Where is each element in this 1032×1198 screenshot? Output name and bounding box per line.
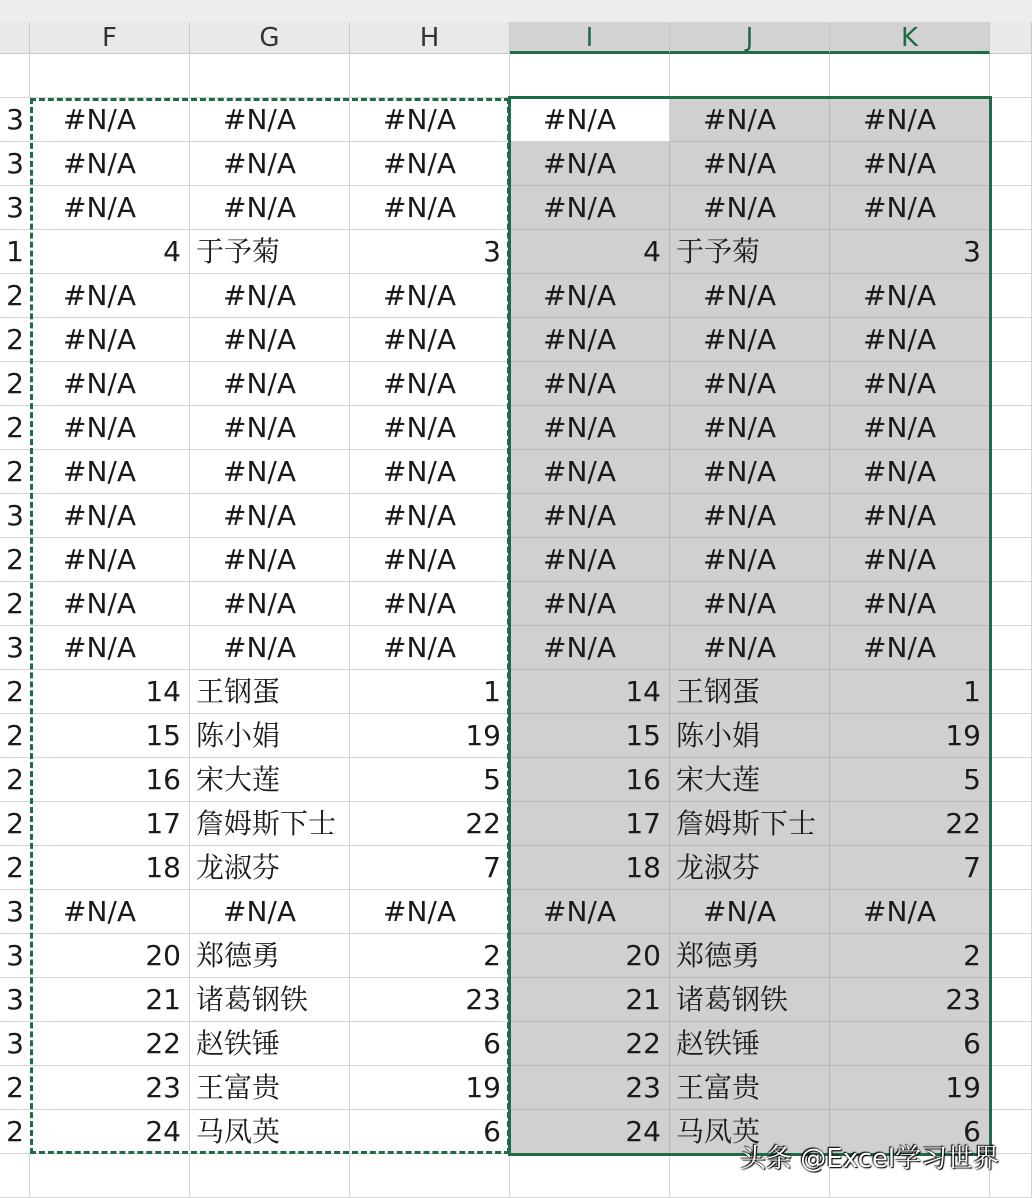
cell-I[interactable]: 21 bbox=[510, 978, 670, 1022]
cell-E[interactable]: 3 bbox=[0, 494, 30, 538]
column-header-I[interactable]: I bbox=[510, 22, 670, 54]
cell-F[interactable]: 15 bbox=[30, 714, 190, 758]
cell-I[interactable]: #N/A bbox=[510, 538, 670, 582]
cell-L[interactable] bbox=[990, 362, 1032, 406]
cell-K[interactable]: 1 bbox=[830, 670, 990, 714]
cell-G[interactable]: 陈小娟 bbox=[190, 714, 350, 758]
cell-F[interactable]: 22 bbox=[30, 1022, 190, 1066]
cell-F[interactable]: #N/A bbox=[30, 406, 190, 450]
cell-J[interactable]: #N/A bbox=[670, 626, 830, 670]
cell-G[interactable]: 宋大莲 bbox=[190, 758, 350, 802]
cell-K[interactable]: 7 bbox=[830, 846, 990, 890]
cell-empty[interactable] bbox=[0, 54, 30, 98]
cell-L[interactable] bbox=[990, 802, 1032, 846]
cell-K[interactable]: #N/A bbox=[830, 890, 990, 934]
cell-K[interactable]: 19 bbox=[830, 714, 990, 758]
cell-empty[interactable] bbox=[510, 1154, 670, 1198]
cell-F[interactable]: #N/A bbox=[30, 142, 190, 186]
cell-I[interactable]: #N/A bbox=[510, 890, 670, 934]
cell-G[interactable]: #N/A bbox=[190, 318, 350, 362]
cell-H[interactable]: #N/A bbox=[350, 494, 510, 538]
table-row bbox=[0, 318, 1032, 362]
cell-J[interactable]: #N/A bbox=[670, 406, 830, 450]
table-row bbox=[0, 1022, 1032, 1066]
cell-F[interactable]: 20 bbox=[30, 934, 190, 978]
cell-L[interactable] bbox=[990, 714, 1032, 758]
cell-empty[interactable] bbox=[0, 1154, 30, 1198]
cell-J[interactable]: #N/A bbox=[670, 538, 830, 582]
cell-F[interactable]: 23 bbox=[30, 1066, 190, 1110]
cell-J[interactable]: #N/A bbox=[670, 362, 830, 406]
cell-H[interactable]: 7 bbox=[350, 846, 510, 890]
cell-H[interactable]: 22 bbox=[350, 802, 510, 846]
cell-H[interactable]: #N/A bbox=[350, 538, 510, 582]
cell-K[interactable]: #N/A bbox=[830, 538, 990, 582]
cell-F[interactable]: 24 bbox=[30, 1110, 190, 1154]
table-row bbox=[0, 98, 1032, 142]
table-row bbox=[0, 494, 1032, 538]
cell-K[interactable]: 22 bbox=[830, 802, 990, 846]
cell-G[interactable]: 詹姆斯下士 bbox=[190, 802, 350, 846]
cell-G[interactable]: 赵铁锤 bbox=[190, 1022, 350, 1066]
toolbar-strip bbox=[0, 0, 1032, 22]
cell-L[interactable] bbox=[990, 98, 1032, 142]
cell-K[interactable]: #N/A bbox=[830, 582, 990, 626]
cell-J[interactable]: #N/A bbox=[670, 318, 830, 362]
cell-J[interactable]: 马凤英 bbox=[670, 1110, 830, 1154]
cell-L[interactable] bbox=[990, 186, 1032, 230]
cell-K[interactable]: #N/A bbox=[830, 142, 990, 186]
cell-L[interactable] bbox=[990, 626, 1032, 670]
cell-J[interactable]: #N/A bbox=[670, 890, 830, 934]
cell-F[interactable]: 17 bbox=[30, 802, 190, 846]
cell-L[interactable] bbox=[990, 494, 1032, 538]
cell-K[interactable]: 6 bbox=[830, 1022, 990, 1066]
cell-G[interactable]: #N/A bbox=[190, 142, 350, 186]
cell-H[interactable]: #N/A bbox=[350, 582, 510, 626]
cell-empty[interactable] bbox=[350, 54, 510, 98]
table-row bbox=[0, 1066, 1032, 1110]
cell-G[interactable]: 王富贵 bbox=[190, 1066, 350, 1110]
cell-F[interactable]: 21 bbox=[30, 978, 190, 1022]
cell-L[interactable] bbox=[990, 846, 1032, 890]
cell-J[interactable]: 詹姆斯下士 bbox=[670, 802, 830, 846]
table-row bbox=[0, 714, 1032, 758]
cell-K[interactable]: 3 bbox=[830, 230, 990, 274]
cell-L[interactable] bbox=[990, 1066, 1032, 1110]
table-row bbox=[0, 230, 1032, 274]
cell-I[interactable]: #N/A bbox=[510, 362, 670, 406]
cell-E[interactable]: 2 bbox=[0, 758, 30, 802]
cell-I[interactable]: #N/A bbox=[510, 406, 670, 450]
cell-E[interactable]: 2 bbox=[0, 846, 30, 890]
cell-L[interactable] bbox=[990, 758, 1032, 802]
cell-G[interactable]: #N/A bbox=[190, 538, 350, 582]
cell-F[interactable]: #N/A bbox=[30, 362, 190, 406]
cell-L[interactable] bbox=[990, 670, 1032, 714]
cell-J[interactable]: 赵铁锤 bbox=[670, 1022, 830, 1066]
cell-E[interactable]: 2 bbox=[0, 1066, 30, 1110]
cell-I[interactable]: #N/A bbox=[510, 494, 670, 538]
column-header-K[interactable]: K bbox=[830, 22, 990, 54]
cell-H[interactable]: #N/A bbox=[350, 186, 510, 230]
cell-I[interactable]: #N/A bbox=[510, 450, 670, 494]
cell-L[interactable] bbox=[990, 230, 1032, 274]
cell-J[interactable]: 王富贵 bbox=[670, 1066, 830, 1110]
cell-E[interactable]: 3 bbox=[0, 98, 30, 142]
cell-L[interactable] bbox=[990, 890, 1032, 934]
cell-K[interactable]: 23 bbox=[830, 978, 990, 1022]
cell-I[interactable]: 23 bbox=[510, 1066, 670, 1110]
cell-H[interactable]: #N/A bbox=[350, 362, 510, 406]
table-row bbox=[0, 538, 1032, 582]
cell-G[interactable]: 王钢蛋 bbox=[190, 670, 350, 714]
cell-H[interactable]: #N/A bbox=[350, 98, 510, 142]
cell-K[interactable]: #N/A bbox=[830, 318, 990, 362]
table-row bbox=[0, 626, 1032, 670]
cell-J[interactable]: 陈小娟 bbox=[670, 714, 830, 758]
cell-F[interactable]: 16 bbox=[30, 758, 190, 802]
cell-F[interactable]: #N/A bbox=[30, 450, 190, 494]
cell-J[interactable]: 王钢蛋 bbox=[670, 670, 830, 714]
cell-E[interactable]: 2 bbox=[0, 538, 30, 582]
cell-I[interactable]: 22 bbox=[510, 1022, 670, 1066]
cell-K[interactable]: 6 bbox=[830, 1110, 990, 1154]
cell-J[interactable]: #N/A bbox=[670, 582, 830, 626]
watermark: 头条 @Excel学习世界 bbox=[740, 1144, 1000, 1174]
cell-J[interactable]: 郑德勇 bbox=[670, 934, 830, 978]
cell-I[interactable]: #N/A bbox=[510, 186, 670, 230]
column-header-L[interactable] bbox=[990, 22, 1032, 54]
cell-E[interactable]: 2 bbox=[0, 274, 30, 318]
cell-I[interactable]: 18 bbox=[510, 846, 670, 890]
cell-H[interactable]: 2 bbox=[350, 934, 510, 978]
cell-I[interactable]: #N/A bbox=[510, 142, 670, 186]
cell-I[interactable]: 24 bbox=[510, 1110, 670, 1154]
cell-G[interactable]: 郑德勇 bbox=[190, 934, 350, 978]
cell-E[interactable]: 1 bbox=[0, 230, 30, 274]
cell-G[interactable]: #N/A bbox=[190, 450, 350, 494]
cell-E[interactable]: 2 bbox=[0, 1110, 30, 1154]
cell-empty[interactable] bbox=[190, 54, 350, 98]
table-row bbox=[0, 582, 1032, 626]
cell-H[interactable]: 5 bbox=[350, 758, 510, 802]
cell-E[interactable]: 3 bbox=[0, 1022, 30, 1066]
cell-H[interactable]: 3 bbox=[350, 230, 510, 274]
cell-I[interactable]: #N/A bbox=[510, 582, 670, 626]
cell-empty[interactable] bbox=[510, 54, 670, 98]
cell-E[interactable]: 3 bbox=[0, 186, 30, 230]
cell-F[interactable]: #N/A bbox=[30, 98, 190, 142]
cell-I[interactable]: #N/A bbox=[510, 318, 670, 362]
cell-F[interactable]: #N/A bbox=[30, 890, 190, 934]
cell-J[interactable]: #N/A bbox=[670, 274, 830, 318]
cell-K[interactable]: #N/A bbox=[830, 450, 990, 494]
cell-G[interactable]: #N/A bbox=[190, 582, 350, 626]
table-row bbox=[0, 362, 1032, 406]
cell-F[interactable]: 18 bbox=[30, 846, 190, 890]
cell-F[interactable]: #N/A bbox=[30, 538, 190, 582]
cell-H[interactable]: 23 bbox=[350, 978, 510, 1022]
cell-empty[interactable] bbox=[670, 54, 830, 98]
cell-I[interactable]: 20 bbox=[510, 934, 670, 978]
cell-E[interactable]: 2 bbox=[0, 318, 30, 362]
cell-G[interactable]: 诸葛钢铁 bbox=[190, 978, 350, 1022]
column-header-H[interactable]: H bbox=[350, 22, 510, 54]
cell-G[interactable]: 马凤英 bbox=[190, 1110, 350, 1154]
cell-L[interactable] bbox=[990, 934, 1032, 978]
cell-K[interactable]: 5 bbox=[830, 758, 990, 802]
cell-empty[interactable] bbox=[190, 1154, 350, 1198]
cell-I[interactable]: 17 bbox=[510, 802, 670, 846]
table-row bbox=[0, 978, 1032, 1022]
cell-K[interactable]: #N/A bbox=[830, 362, 990, 406]
cell-F[interactable]: #N/A bbox=[30, 274, 190, 318]
table-row bbox=[0, 846, 1032, 890]
cell-H[interactable]: #N/A bbox=[350, 274, 510, 318]
cell-G[interactable]: #N/A bbox=[190, 626, 350, 670]
cell-K[interactable]: #N/A bbox=[830, 274, 990, 318]
cell-L[interactable] bbox=[990, 406, 1032, 450]
cell-I[interactable]: #N/A bbox=[510, 274, 670, 318]
cell-E[interactable]: 2 bbox=[0, 670, 30, 714]
table-row bbox=[0, 274, 1032, 318]
column-header-G[interactable]: G bbox=[190, 22, 350, 54]
cell-K[interactable]: #N/A bbox=[830, 406, 990, 450]
cell-empty[interactable] bbox=[830, 54, 990, 98]
cell-L[interactable] bbox=[990, 450, 1032, 494]
cell-H[interactable]: 6 bbox=[350, 1022, 510, 1066]
cell-F[interactable]: 4 bbox=[30, 230, 190, 274]
cell-E[interactable]: 2 bbox=[0, 802, 30, 846]
cell-L[interactable] bbox=[990, 142, 1032, 186]
cell-L[interactable] bbox=[990, 978, 1032, 1022]
cell-K[interactable]: 2 bbox=[830, 934, 990, 978]
cell-J[interactable]: 诸葛钢铁 bbox=[670, 978, 830, 1022]
cell-G[interactable]: #N/A bbox=[190, 890, 350, 934]
cell-H[interactable]: #N/A bbox=[350, 450, 510, 494]
table-row bbox=[0, 802, 1032, 846]
cell-E[interactable]: 3 bbox=[0, 934, 30, 978]
table-row bbox=[0, 450, 1032, 494]
cell-G[interactable]: #N/A bbox=[190, 98, 350, 142]
cell-I[interactable]: 16 bbox=[510, 758, 670, 802]
cell-H[interactable]: #N/A bbox=[350, 318, 510, 362]
cell-I[interactable]: 4 bbox=[510, 230, 670, 274]
table-row bbox=[0, 934, 1032, 978]
cell-H[interactable]: #N/A bbox=[350, 142, 510, 186]
cell-J[interactable]: 龙淑芬 bbox=[670, 846, 830, 890]
cell-J[interactable]: 于予菊 bbox=[670, 230, 830, 274]
table-row bbox=[0, 142, 1032, 186]
cell-I[interactable]: 14 bbox=[510, 670, 670, 714]
cell-H[interactable]: #N/A bbox=[350, 626, 510, 670]
cell-J[interactable]: #N/A bbox=[670, 186, 830, 230]
cell-H[interactable]: 6 bbox=[350, 1110, 510, 1154]
cell-K[interactable]: 19 bbox=[830, 1066, 990, 1110]
cell-E[interactable]: 3 bbox=[0, 890, 30, 934]
cell-F[interactable]: #N/A bbox=[30, 494, 190, 538]
cell-I[interactable]: #N/A bbox=[510, 98, 670, 142]
column-header-F[interactable]: F bbox=[30, 22, 190, 54]
cell-E[interactable]: 2 bbox=[0, 362, 30, 406]
cell-empty[interactable] bbox=[30, 54, 190, 98]
column-header-J[interactable]: J bbox=[670, 22, 830, 54]
cell-J[interactable]: #N/A bbox=[670, 98, 830, 142]
cell-H[interactable]: #N/A bbox=[350, 890, 510, 934]
cell-E[interactable]: 2 bbox=[0, 714, 30, 758]
cell-I[interactable]: 15 bbox=[510, 714, 670, 758]
table-row bbox=[0, 186, 1032, 230]
cell-empty[interactable] bbox=[990, 54, 1032, 98]
table-row bbox=[0, 758, 1032, 802]
cell-K[interactable]: #N/A bbox=[830, 494, 990, 538]
cell-G[interactable]: #N/A bbox=[190, 406, 350, 450]
cell-J[interactable]: #N/A bbox=[670, 450, 830, 494]
cell-J[interactable]: 宋大莲 bbox=[670, 758, 830, 802]
cell-E[interactable]: 3 bbox=[0, 142, 30, 186]
cell-J[interactable]: #N/A bbox=[670, 142, 830, 186]
cell-G[interactable]: 于予菊 bbox=[190, 230, 350, 274]
cell-G[interactable]: 龙淑芬 bbox=[190, 846, 350, 890]
cell-empty[interactable] bbox=[350, 1154, 510, 1198]
cell-H[interactable]: 19 bbox=[350, 714, 510, 758]
cell-F[interactable]: #N/A bbox=[30, 626, 190, 670]
cell-F[interactable]: 14 bbox=[30, 670, 190, 714]
select-all-corner[interactable] bbox=[0, 22, 30, 54]
cell-E[interactable]: 2 bbox=[0, 582, 30, 626]
cell-L[interactable] bbox=[990, 1022, 1032, 1066]
cell-E[interactable]: 3 bbox=[0, 978, 30, 1022]
cell-K[interactable]: #N/A bbox=[830, 626, 990, 670]
cell-F[interactable]: #N/A bbox=[30, 582, 190, 626]
cell-G[interactable]: #N/A bbox=[190, 274, 350, 318]
cell-J[interactable]: #N/A bbox=[670, 494, 830, 538]
cell-H[interactable]: 19 bbox=[350, 1066, 510, 1110]
cell-G[interactable]: #N/A bbox=[190, 186, 350, 230]
table-row bbox=[0, 406, 1032, 450]
cell-G[interactable]: #N/A bbox=[190, 362, 350, 406]
table-row-blank bbox=[0, 54, 1032, 98]
cell-G[interactable]: #N/A bbox=[190, 494, 350, 538]
table-row bbox=[0, 890, 1032, 934]
cell-H[interactable]: 1 bbox=[350, 670, 510, 714]
cell-empty[interactable] bbox=[30, 1154, 190, 1198]
cell-H[interactable]: #N/A bbox=[350, 406, 510, 450]
cell-F[interactable]: #N/A bbox=[30, 186, 190, 230]
cell-K[interactable]: #N/A bbox=[830, 98, 990, 142]
cell-L[interactable] bbox=[990, 274, 1032, 318]
cell-L[interactable] bbox=[990, 318, 1032, 362]
cell-K[interactable]: #N/A bbox=[830, 186, 990, 230]
cell-F[interactable]: #N/A bbox=[30, 318, 190, 362]
cell-I[interactable]: #N/A bbox=[510, 626, 670, 670]
cell-L[interactable] bbox=[990, 538, 1032, 582]
table-row bbox=[0, 670, 1032, 714]
cell-E[interactable]: 3 bbox=[0, 626, 30, 670]
cell-E[interactable]: 2 bbox=[0, 406, 30, 450]
cell-E[interactable]: 2 bbox=[0, 450, 30, 494]
cell-L[interactable] bbox=[990, 582, 1032, 626]
